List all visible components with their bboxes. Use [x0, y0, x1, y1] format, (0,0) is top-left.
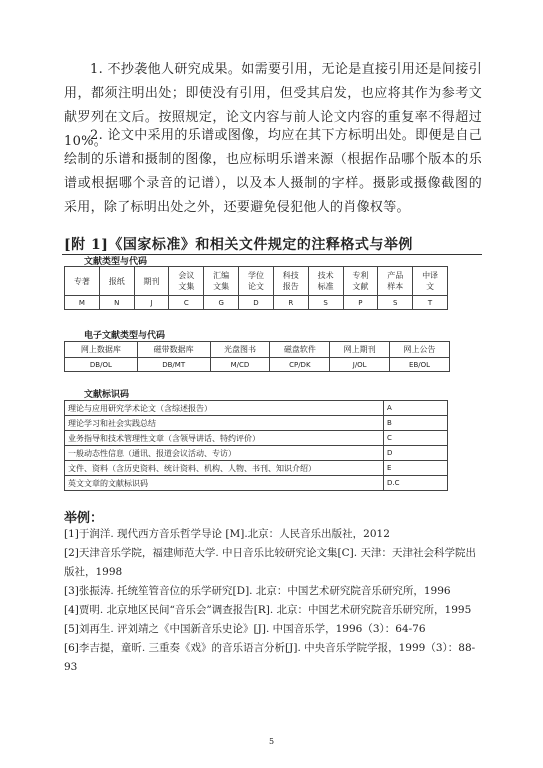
table-cell: A: [384, 401, 448, 416]
document-type-table: [64, 266, 448, 310]
table-cell: J/OL: [330, 358, 390, 372]
table-cell: P: [343, 296, 378, 310]
table-cell: E: [384, 461, 448, 476]
table-row: [65, 476, 448, 491]
table-header-cell: 技术 标准: [308, 267, 343, 296]
electronic-document-type-table: [64, 341, 450, 372]
table-cell: EB/OL: [390, 358, 450, 372]
table-header-row: [65, 342, 450, 358]
table-cell: R: [273, 296, 308, 310]
table-cell: D.C: [384, 476, 448, 491]
table-header-cell: 网上公告: [390, 342, 450, 358]
table-cell: 文件、资料（含历史资料、统计资料、机构、人物、书刊、知识介绍）: [65, 461, 384, 476]
table-cell: S: [308, 296, 343, 310]
table-row: [65, 446, 448, 461]
table-header-row: [65, 267, 448, 296]
table-cell: DB/OL: [65, 358, 138, 372]
reference-list: [64, 525, 482, 677]
table-cell: T: [413, 296, 448, 310]
table1-caption: 文献类型与代码: [84, 257, 148, 267]
reference-item: [4]贾明. 北京地区民间“音乐会”调查报告[R]. 北京：中国艺术研究院音乐研究所，1995: [64, 604, 472, 616]
table-header-cell: 网上期刊: [330, 342, 390, 358]
table-cell: C: [384, 431, 448, 446]
table-row: [65, 296, 448, 310]
table-cell: 一般动态性信息（通讯、报道会议活动、专访）: [65, 446, 384, 461]
table-header-cell: 中译 文: [413, 267, 448, 296]
table-row: [65, 358, 450, 372]
appendix-title: [附 1]《国家标准》和相关文件规定的注释格式与举例: [64, 237, 413, 253]
table-row: [65, 461, 448, 476]
reference-item: [5]刘再生. 评刘靖之《中国新音乐史论》[J]. 中国音乐学，1996（3）：64-76: [64, 623, 426, 635]
document-identifier-table: [64, 400, 448, 491]
table-cell: M/CD: [210, 358, 270, 372]
table-header-cell: 期刊: [134, 267, 169, 296]
table-header-cell: 磁盘软件: [270, 342, 330, 358]
table-header-cell: 报纸: [99, 267, 134, 296]
table-header-cell: 光盘图书: [210, 342, 270, 358]
table-header-cell: 网上数据库: [65, 342, 138, 358]
table-cell: B: [384, 416, 448, 431]
table3-caption: 文献标识码: [84, 390, 130, 400]
table-row: [65, 431, 448, 446]
table-cell: 英文文章的文献标识码: [65, 476, 384, 491]
table-cell: G: [204, 296, 239, 310]
reference-item: [2]天津音乐学院，福建师范大学. 中日音乐比较研究论文集[C]. 天津：天津社会科学院出版社，1998: [64, 547, 476, 578]
table-header-cell: 学位 论文: [239, 267, 274, 296]
reference-item: [3]张振涛. 托统笙管音位的乐学研究[D]. 北京：中国艺术研究院音乐研究所，1996: [64, 585, 451, 597]
paragraph-1: 1. 不抄袭他人研究成果。如需要引用，无论是直接引用还是间接引用，都须注明出处；即使没有引用，但受其启发，也应将其作为参考文献罗列在文后。按照规定，论文内容与前人论文内容的重复率不得超过 10%。: [64, 62, 482, 149]
table-cell: N: [99, 296, 134, 310]
examples-heading: 举例：: [64, 511, 104, 526]
table-cell: CP/DK: [270, 358, 330, 372]
table-header-cell: 产品 样本: [378, 267, 413, 296]
table-row: [65, 401, 448, 416]
reference-item: [1]于润洋. 现代西方音乐哲学导论 [M].北京：人民音乐出版社，2012: [64, 528, 390, 540]
table-header-cell: 专利 文献: [343, 267, 378, 296]
table-header-cell: 专著: [65, 267, 100, 296]
table-cell: D: [239, 296, 274, 310]
table2-caption: 电子文献类型与代码: [84, 331, 166, 341]
table-cell: M: [65, 296, 100, 310]
table-cell: D: [384, 446, 448, 461]
table-row: [65, 416, 448, 431]
table-cell: 业务指导和技术管理性文章（含领导讲话、特约评价）: [65, 431, 384, 446]
page-number: 5: [268, 737, 275, 746]
table-cell: S: [378, 296, 413, 310]
table-header-cell: 汇编 文集: [204, 267, 239, 296]
table-cell: 理论与应用研究学术论文（含综述报告）: [65, 401, 384, 416]
table-cell: J: [134, 296, 169, 310]
table-header-cell: 磁带数据库: [137, 342, 210, 358]
paragraph-2: 2. 论文中采用的乐谱或图像，均应在其下方标明出处。即便是自己绘制的乐谱和摄制的图像，也应标明乐谱来源（根据作品哪个版本的乐谱或根据哪个录音的记谱），以及本人摄制的字样。摄影或摄像截图的采用，除了标明出处之外，还要避免侵犯他人的肖像权等。: [64, 128, 482, 215]
table-cell: C: [169, 296, 204, 310]
table-cell: 理论学习和社会实践总结: [65, 416, 384, 431]
table-header-cell: 会议 文集: [169, 267, 204, 296]
reference-item: [6]李吉提，童昕. 三重奏《戏》的音乐语言分析[J]. 中央音乐学院学报，1999（3）：88-93: [64, 642, 476, 673]
table-cell: DB/MT: [137, 358, 210, 372]
table-header-cell: 科技 报告: [273, 267, 308, 296]
